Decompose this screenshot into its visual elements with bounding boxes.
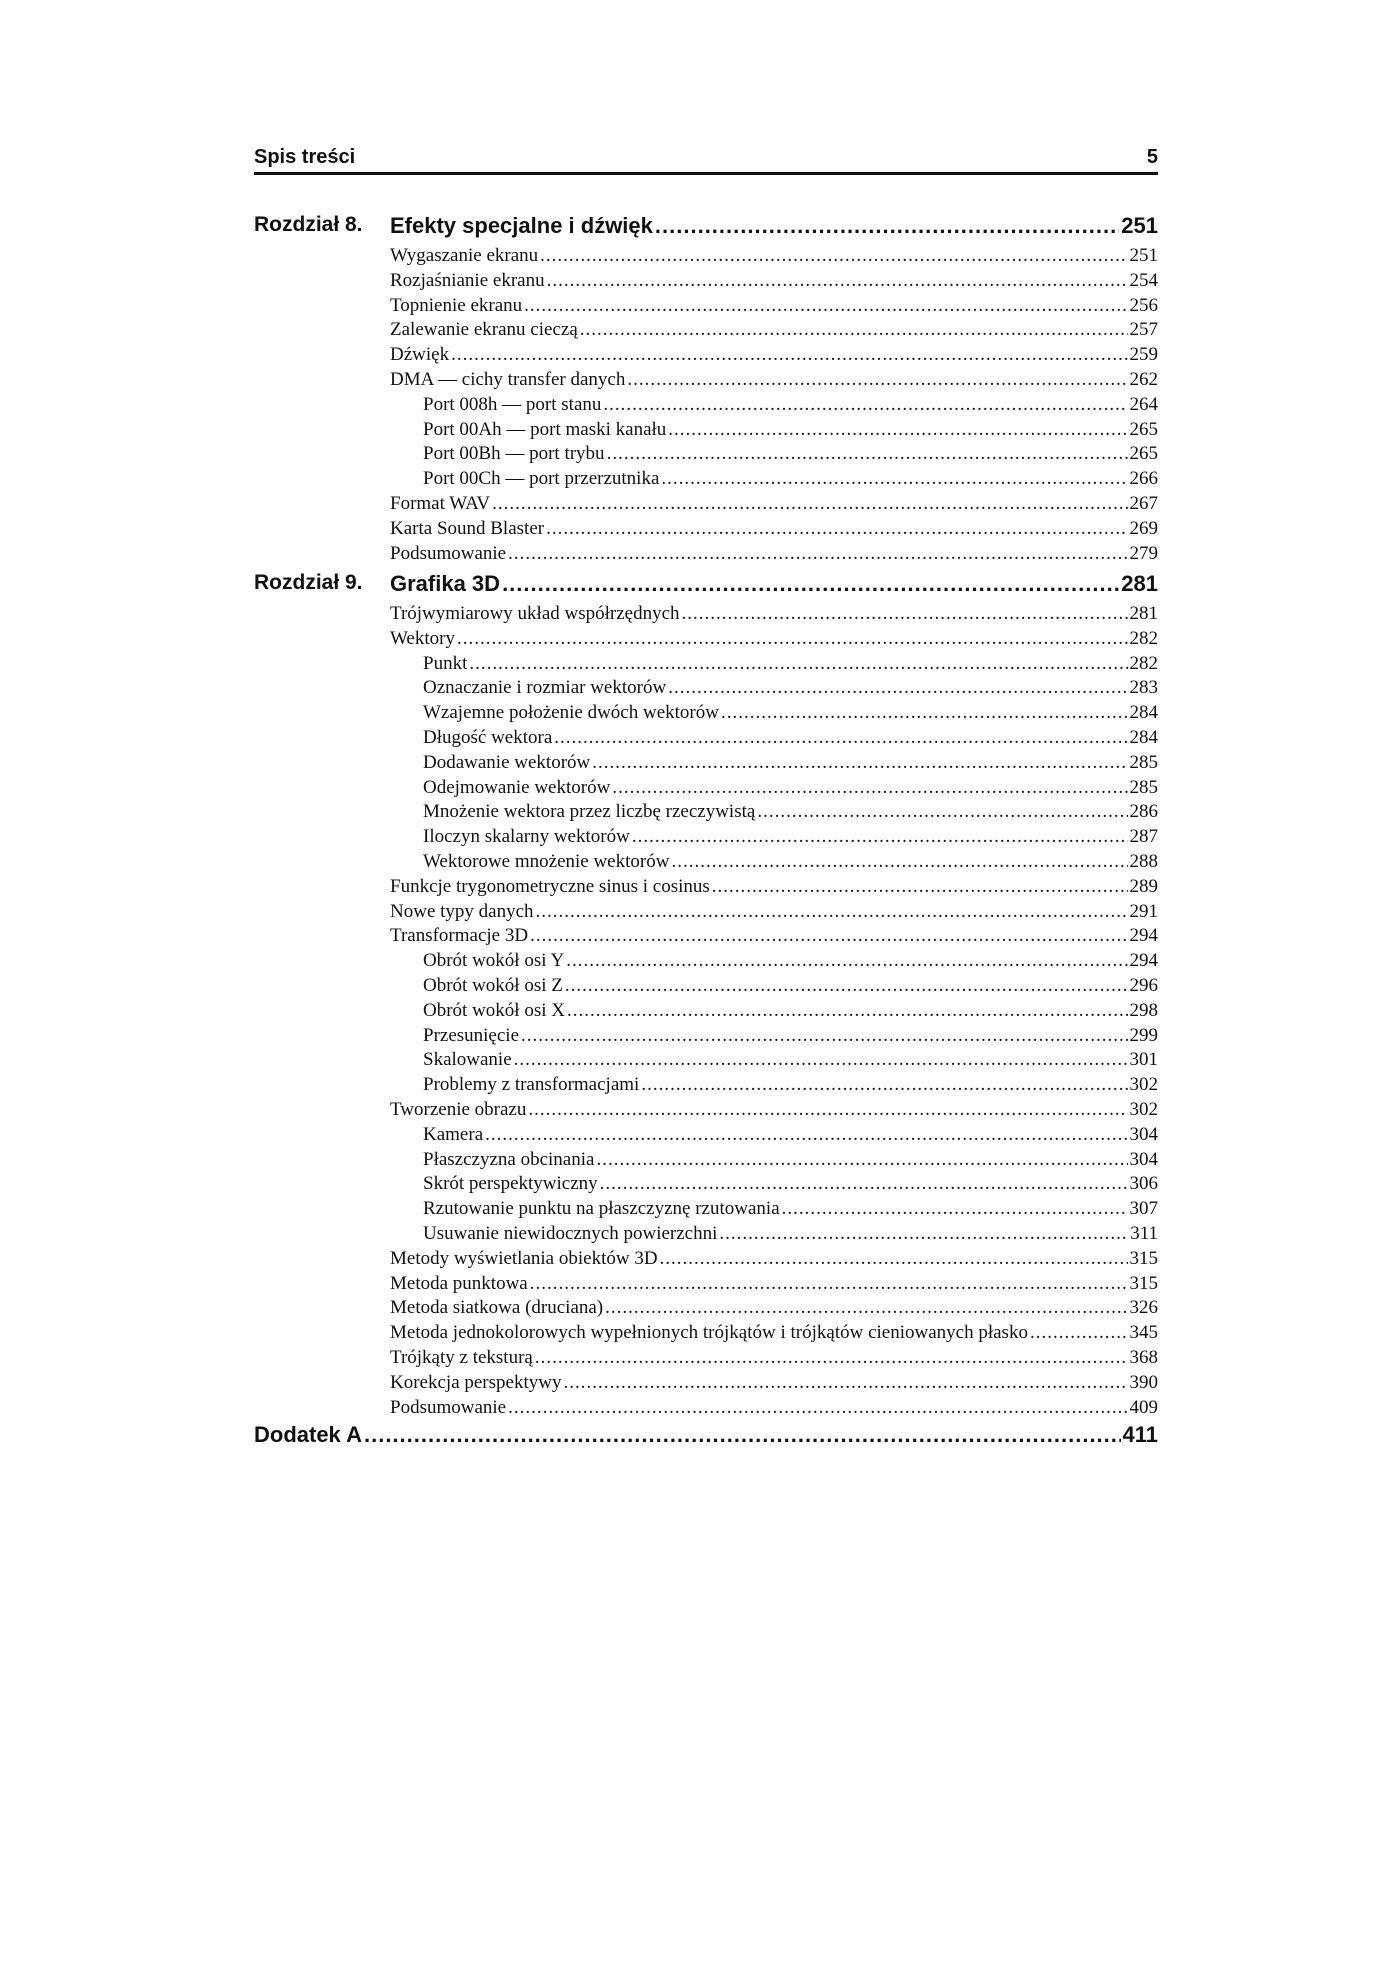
- entry-page-number: 304: [1129, 1148, 1158, 1170]
- toc-subentry[interactable]: [254, 1124, 1158, 1149]
- dot-leader: [530, 925, 1127, 947]
- entry-title: Płaszczyzna obcinania: [423, 1148, 595, 1170]
- entry-title: Wzajemne położenie dwóch wektorów: [423, 702, 719, 724]
- dot-leader: [612, 777, 1127, 799]
- entry-title: Trójkąty z teksturą: [390, 1346, 533, 1368]
- entry-page-number: 311: [1130, 1222, 1158, 1244]
- entry-page-number: 304: [1129, 1123, 1158, 1145]
- entry-title: Dźwięk: [390, 344, 450, 366]
- entry-page-number: 326: [1129, 1297, 1158, 1319]
- toc-subentry[interactable]: [254, 851, 1158, 876]
- entry-page-number: 265: [1129, 443, 1158, 465]
- toc-entry[interactable]: [254, 1297, 1158, 1322]
- toc-subentry[interactable]: [254, 727, 1158, 752]
- toc-subentry[interactable]: [254, 777, 1158, 802]
- toc-subentry[interactable]: [254, 1025, 1158, 1050]
- toc-subentry[interactable]: [254, 677, 1158, 702]
- entry-title: Port 00Ch — port przerzutnika: [423, 468, 660, 490]
- entry-title: Usuwanie niewidocznych powierzchni: [423, 1222, 718, 1244]
- toc-subentry[interactable]: [254, 443, 1158, 468]
- chapter-8-section: [254, 213, 1158, 567]
- entry-page-number: 285: [1129, 751, 1158, 773]
- chapter-page-number: 281: [1121, 571, 1158, 596]
- entry-title: Dodawanie wektorów: [423, 751, 591, 773]
- entry-title: Metoda jednokolorowych wypełnionych trójkątów i trójkątów cieniowanych płasko: [390, 1322, 1028, 1344]
- entry-title: Karta Sound Blaster: [390, 517, 545, 539]
- entry-title: Tworzenie obrazu: [390, 1098, 527, 1120]
- entry-title: Metoda punktowa: [390, 1272, 528, 1294]
- entry-title: Odejmowanie wektorów: [423, 776, 611, 798]
- entry-page-number: 265: [1129, 418, 1158, 440]
- entry-page-number: 302: [1129, 1098, 1158, 1120]
- dot-leader: [536, 901, 1128, 923]
- entry-page-number: 269: [1129, 517, 1158, 539]
- dot-leader: [546, 518, 1127, 540]
- dot-leader: [364, 1422, 1121, 1448]
- toc-subentry[interactable]: [254, 1223, 1158, 1248]
- entry-page-number: 286: [1129, 801, 1158, 823]
- entry-title: DMA — cichy transfer danych: [390, 368, 626, 390]
- chapter-label: Rozdział 9.: [254, 571, 363, 594]
- toc-entry[interactable]: [254, 518, 1158, 543]
- entry-page-number: 284: [1129, 726, 1158, 748]
- entry-title: Podsumowanie: [390, 1396, 507, 1418]
- entry-title: Rozjaśnianie ekranu: [390, 269, 545, 291]
- toc-entry[interactable]: [254, 319, 1158, 344]
- entry-page-number: 254: [1129, 269, 1158, 291]
- toc-subentry[interactable]: [254, 801, 1158, 826]
- dot-leader: [1030, 1322, 1128, 1344]
- dot-leader: [508, 1397, 1127, 1419]
- dot-leader: [535, 1347, 1128, 1369]
- entry-title: Rzutowanie punktu na płaszczyznę rzutowania: [423, 1198, 780, 1220]
- dot-leader: [641, 1074, 1127, 1096]
- entry-page-number: 281: [1129, 603, 1158, 624]
- entry-page-number: 299: [1129, 1024, 1158, 1046]
- running-header-title: Spis treści: [254, 146, 356, 168]
- toc-subentry[interactable]: [254, 394, 1158, 419]
- toc-subentry[interactable]: [254, 752, 1158, 777]
- entry-page-number: 294: [1129, 950, 1158, 972]
- running-header-page-number: 5: [1146, 146, 1158, 168]
- dot-leader: [565, 975, 1128, 997]
- entry-page-number: 264: [1129, 393, 1158, 415]
- dot-leader: [660, 1248, 1128, 1270]
- entry-title: Topnienie ekranu: [390, 294, 523, 316]
- dot-leader: [502, 571, 1119, 597]
- entry-page-number: 368: [1129, 1346, 1158, 1368]
- entry-title: Zalewanie ekranu cieczą: [390, 319, 578, 341]
- chapter-heading[interactable]: [254, 213, 1158, 245]
- appendix-a-section: [254, 1422, 1158, 1454]
- entry-page-number: 267: [1129, 492, 1158, 514]
- entry-title: Trójwymiarowy układ współrzędnych: [390, 603, 680, 624]
- toc-subentry[interactable]: [254, 1173, 1158, 1198]
- dot-leader: [655, 213, 1119, 239]
- entry-page-number: 266: [1129, 468, 1158, 490]
- chapter-title: Grafika 3D: [390, 571, 501, 596]
- entry-title: Transformacje 3D: [390, 925, 529, 947]
- entry-title: Podsumowanie: [390, 542, 507, 564]
- toc-entry[interactable]: [254, 295, 1158, 320]
- dot-leader: [603, 394, 1127, 416]
- dot-leader: [566, 950, 1127, 972]
- entry-title: Mnożenie wektora przez liczbę rzeczywistą: [423, 801, 756, 823]
- toc-entry[interactable]: [254, 1372, 1158, 1397]
- entry-title: Przesunięcie: [423, 1024, 520, 1046]
- entry-page-number: 287: [1129, 826, 1158, 848]
- dot-leader: [540, 245, 1127, 267]
- toc-subentry[interactable]: [254, 1049, 1158, 1074]
- entry-page-number: 257: [1129, 319, 1158, 341]
- entry-title: Port 00Ah — port maski kanału: [423, 418, 667, 440]
- chapter-9-section: [254, 571, 1158, 1421]
- dot-leader: [567, 1000, 1128, 1022]
- dot-leader: [596, 1149, 1127, 1171]
- entry-title: Metody wyświetlania obiektów 3D: [390, 1247, 658, 1269]
- entry-title: Port 008h — port stanu: [423, 393, 602, 415]
- dot-leader: [521, 1025, 1127, 1047]
- entry-page-number: 315: [1129, 1272, 1158, 1294]
- dot-leader: [782, 1198, 1128, 1220]
- entry-page-number: 282: [1129, 652, 1158, 674]
- toc-entry[interactable]: [254, 1248, 1158, 1273]
- dot-leader: [554, 727, 1127, 749]
- toc-entry[interactable]: [254, 1322, 1158, 1347]
- dot-leader: [508, 543, 1127, 565]
- entry-page-number: 307: [1129, 1198, 1158, 1220]
- entry-page-number: 259: [1129, 344, 1158, 366]
- entry-page-number: 315: [1129, 1247, 1158, 1269]
- dot-leader: [605, 1297, 1127, 1319]
- dot-leader: [668, 419, 1127, 441]
- entry-title: Wygaszanie ekranu: [390, 245, 539, 266]
- entry-title: Korekcja perspektywy: [390, 1371, 562, 1393]
- entry-page-number: 294: [1129, 925, 1158, 947]
- dot-leader: [492, 493, 1127, 515]
- toc-entry[interactable]: [254, 543, 1158, 568]
- toc-subentry[interactable]: [254, 468, 1158, 493]
- entry-page-number: 302: [1129, 1074, 1158, 1096]
- chapter-9-entries: [254, 603, 1158, 1421]
- entry-page-number: 291: [1129, 900, 1158, 922]
- entry-title: Nowe typy danych: [390, 900, 534, 922]
- entry-title: Długość wektora: [423, 726, 553, 748]
- toc-subentry[interactable]: [254, 826, 1158, 851]
- dot-leader: [563, 1372, 1127, 1394]
- toc-subentry[interactable]: [254, 1149, 1158, 1174]
- toc-entry[interactable]: [254, 270, 1158, 295]
- toc-entry[interactable]: [254, 603, 1158, 628]
- entry-page-number: 298: [1129, 999, 1158, 1021]
- toc-entry[interactable]: [254, 1099, 1158, 1124]
- toc-entry[interactable]: [254, 901, 1158, 926]
- entry-title: Kamera: [423, 1123, 484, 1145]
- toc-subentry[interactable]: [254, 975, 1158, 1000]
- chapter-heading[interactable]: [254, 571, 1158, 603]
- entry-page-number: 301: [1129, 1049, 1158, 1071]
- toc-entry[interactable]: [254, 369, 1158, 394]
- entry-title: Funkcje trygonometryczne sinus i cosinus: [390, 875, 710, 897]
- toc-entry[interactable]: [254, 1397, 1158, 1422]
- dot-leader: [451, 344, 1127, 366]
- entry-title: Wektorowe mnożenie wektorów: [423, 850, 670, 872]
- dot-leader: [671, 851, 1127, 873]
- chapter-label: Rozdział 8.: [254, 213, 363, 236]
- dot-leader: [530, 1273, 1128, 1295]
- dot-leader: [592, 752, 1127, 774]
- entry-page-number: 289: [1129, 875, 1158, 897]
- entry-page-number: 279: [1129, 542, 1158, 564]
- dot-leader: [632, 826, 1128, 848]
- appendix-title: Dodatek A: [254, 1422, 362, 1447]
- toc-subentry[interactable]: [254, 653, 1158, 678]
- entry-title: Punkt: [423, 652, 468, 674]
- toc-entry[interactable]: [254, 1273, 1158, 1298]
- dot-leader: [600, 1173, 1128, 1195]
- dot-leader: [514, 1049, 1128, 1071]
- entry-page-number: 256: [1129, 294, 1158, 316]
- entry-page-number: 284: [1129, 702, 1158, 724]
- toc-subentry[interactable]: [254, 1000, 1158, 1025]
- dot-leader: [547, 270, 1128, 292]
- entry-title: Format WAV: [390, 492, 491, 514]
- chapter-8-entries: [254, 245, 1158, 567]
- entry-page-number: 296: [1129, 974, 1158, 996]
- dot-leader: [661, 468, 1127, 490]
- entry-title: Obrót wokół osi Z: [423, 974, 563, 996]
- entry-title: Metoda siatkowa (druciana): [390, 1297, 604, 1319]
- entry-page-number: 288: [1129, 850, 1158, 872]
- chapter-title: Efekty specjalne i dźwięk: [390, 213, 653, 238]
- dot-leader: [607, 443, 1128, 465]
- entry-title: Obrót wokół osi X: [423, 999, 565, 1021]
- entry-page-number: 306: [1129, 1173, 1158, 1195]
- dot-leader: [580, 319, 1128, 341]
- toc-entry[interactable]: [254, 493, 1158, 518]
- entry-page-number: 390: [1129, 1371, 1158, 1393]
- dot-leader: [668, 677, 1127, 699]
- toc-entry[interactable]: [254, 876, 1158, 901]
- dot-leader: [627, 369, 1127, 391]
- toc-entry[interactable]: [254, 245, 1158, 270]
- toc-subentry[interactable]: [254, 702, 1158, 727]
- entry-page-number: 262: [1129, 368, 1158, 390]
- toc-entry[interactable]: [254, 925, 1158, 950]
- entry-page-number: 283: [1129, 677, 1158, 699]
- dot-leader: [682, 603, 1128, 625]
- entry-page-number: 282: [1129, 627, 1158, 649]
- dot-leader: [712, 876, 1128, 898]
- entry-title: Problemy z transformacjami: [423, 1074, 640, 1096]
- dot-leader: [485, 1124, 1127, 1146]
- entry-title: Iloczyn skalarny wektorów: [423, 826, 630, 848]
- dot-leader: [469, 653, 1127, 675]
- entry-title: Skalowanie: [423, 1049, 512, 1071]
- running-header: [254, 146, 1158, 175]
- entry-title: Wektory: [390, 627, 455, 649]
- entry-title: Oznaczanie i rozmiar wektorów: [423, 677, 667, 699]
- chapter-page-number: 251: [1121, 213, 1158, 238]
- dot-leader: [457, 628, 1128, 650]
- dot-leader: [719, 1223, 1128, 1245]
- entry-title: Port 00Bh — port trybu: [423, 443, 605, 465]
- entry-title: Obrót wokół osi Y: [423, 950, 565, 972]
- entry-page-number: 285: [1129, 776, 1158, 798]
- toc-subentry[interactable]: [254, 1074, 1158, 1099]
- entry-title: Skrót perspektywiczny: [423, 1173, 598, 1195]
- toc-entry[interactable]: [254, 1347, 1158, 1372]
- appendix-page-number: 411: [1122, 1422, 1158, 1447]
- appendix-heading[interactable]: [254, 1422, 1158, 1454]
- toc-entry[interactable]: [254, 628, 1158, 653]
- toc-subentry[interactable]: [254, 419, 1158, 444]
- dot-leader: [524, 295, 1127, 317]
- dot-leader: [528, 1099, 1127, 1121]
- toc-subentry[interactable]: [254, 1198, 1158, 1223]
- toc-subentry[interactable]: [254, 950, 1158, 975]
- entry-page-number: 409: [1129, 1396, 1158, 1418]
- dot-leader: [721, 702, 1128, 724]
- entry-page-number: 251: [1129, 245, 1158, 266]
- entry-page-number: 345: [1129, 1322, 1158, 1344]
- toc-entry[interactable]: [254, 344, 1158, 369]
- dot-leader: [757, 801, 1127, 823]
